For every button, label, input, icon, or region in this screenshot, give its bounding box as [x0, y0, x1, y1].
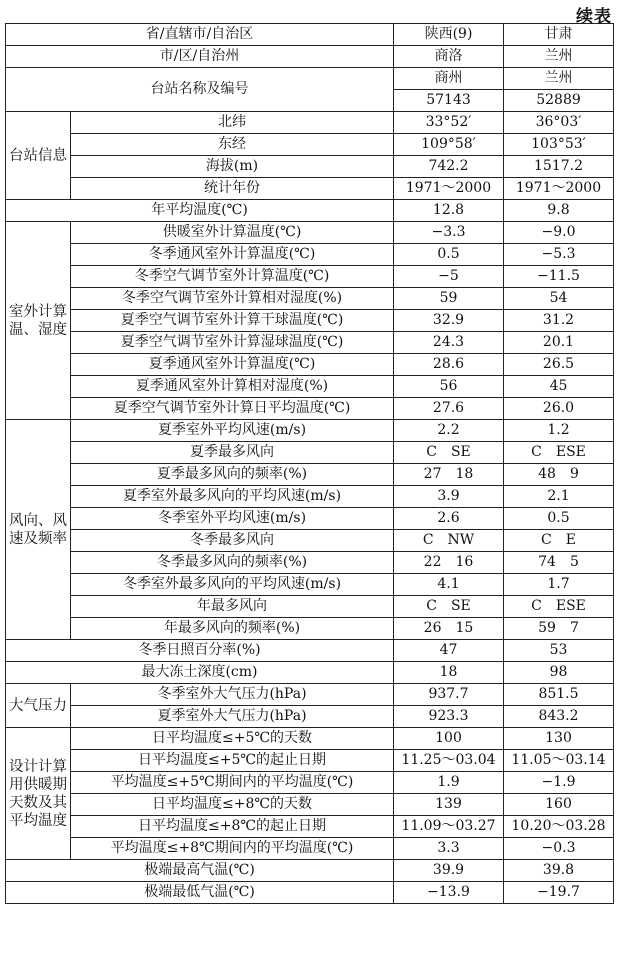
- value-cell-2: 9.8: [504, 200, 614, 222]
- row-label: 夏季室外最多风向的平均风速(m/s): [71, 486, 394, 508]
- value-b: ESE: [555, 598, 586, 614]
- value-cell-1: [394, 618, 504, 640]
- value-pair: [538, 621, 579, 636]
- table-row: [6, 816, 614, 838]
- value-cell-2: [504, 530, 614, 552]
- value-b: NW: [447, 532, 475, 548]
- table-row: [6, 398, 614, 420]
- table-row: [6, 420, 614, 442]
- table-row: [6, 728, 614, 750]
- row-label: 最大冻土深度(cm): [6, 662, 394, 684]
- table-row: [6, 332, 614, 354]
- table-row: [6, 882, 614, 904]
- row-label: 极端最低气温(℃): [6, 882, 394, 904]
- value-cell-2: 26.5: [504, 354, 614, 376]
- section-label-pressure: 大气压力: [6, 684, 71, 728]
- value-pair: [538, 555, 579, 570]
- row-label: 年最多风向的频率(%): [71, 618, 394, 640]
- value-a: C: [426, 598, 437, 614]
- row-label: 平均温度≤+5℃期间内的平均温度(℃): [71, 772, 394, 794]
- row-label: 供暖室外计算温度(℃): [71, 222, 394, 244]
- value-pair: [426, 599, 471, 614]
- value-cell-1: 1.9: [394, 772, 504, 794]
- station-code-2: 52889: [504, 90, 614, 112]
- row-label: 夏季室外平均风速(m/s): [71, 420, 394, 442]
- table-row: [6, 376, 614, 398]
- table-caption: 续表: [576, 7, 612, 27]
- value-cell-1: 28.6: [394, 354, 504, 376]
- table-row: [6, 750, 614, 772]
- value-b: 16: [455, 554, 474, 570]
- value-a: 26: [423, 620, 442, 636]
- value-cell-2: [504, 552, 614, 574]
- value-pair: [426, 445, 471, 460]
- value-cell-1: 33°52′: [394, 112, 504, 134]
- value-cell-1: 937.7: [394, 684, 504, 706]
- value-cell-2: 98: [504, 662, 614, 684]
- value-cell-1: 39.9: [394, 860, 504, 882]
- value-cell-1: 56: [394, 376, 504, 398]
- row-label: 冬季室外最多风向的平均风速(m/s): [71, 574, 394, 596]
- value-cell-2: −9.0: [504, 222, 614, 244]
- value-cell-1: 4.1: [394, 574, 504, 596]
- row-label: 夏季最多风向: [71, 442, 394, 464]
- row-label: 冬季最多风向: [71, 530, 394, 552]
- value-b: ESE: [555, 444, 586, 460]
- value-b: 7: [569, 620, 579, 636]
- table-row: [6, 640, 614, 662]
- value-cell-2: 31.2: [504, 310, 614, 332]
- value-cell-2: 1.2: [504, 420, 614, 442]
- value-pair: [538, 467, 579, 482]
- header-row-station: [6, 68, 614, 90]
- value-cell-2: 851.5: [504, 684, 614, 706]
- value-a: 59: [538, 620, 556, 636]
- header-row-city: [6, 46, 614, 68]
- station-name-1: 商州: [394, 68, 504, 90]
- value-a: C: [531, 444, 542, 460]
- value-b: 5: [569, 554, 579, 570]
- value-cell-2: 0.5: [504, 508, 614, 530]
- value-cell-2: 103°53′: [504, 134, 614, 156]
- value-pair: [531, 445, 586, 460]
- value-b: 18: [455, 466, 474, 482]
- header-row-province: [6, 24, 614, 46]
- value-cell-2: −1.9: [504, 772, 614, 794]
- row-label: 极端最高气温(℃): [6, 860, 394, 882]
- value-cell-1: 18: [394, 662, 504, 684]
- value-b: E: [565, 532, 576, 548]
- table-row: [6, 266, 614, 288]
- value-pair: [424, 621, 474, 636]
- table-row: [6, 860, 614, 882]
- value-cell-2: 843.2: [504, 706, 614, 728]
- table-row: [6, 442, 614, 464]
- value-cell-1: −5: [394, 266, 504, 288]
- value-cell-1: 742.2: [394, 156, 504, 178]
- table-row: [6, 552, 614, 574]
- city-label: 市/区/自治州: [6, 46, 394, 68]
- row-label: 北纬: [71, 112, 394, 134]
- value-pair: [424, 555, 474, 570]
- value-a: C: [531, 598, 542, 614]
- value-a: C: [541, 532, 552, 548]
- table-row: [6, 486, 614, 508]
- value-cell-2: 20.1: [504, 332, 614, 354]
- value-cell-2: 1971～2000: [504, 178, 614, 200]
- section-label-heating: 设计计算用供暖期天数及其平均温度: [6, 728, 71, 860]
- table-row: [6, 244, 614, 266]
- table-row: [6, 618, 614, 640]
- value-cell-1: −13.9: [394, 882, 504, 904]
- table-row: [6, 530, 614, 552]
- row-label: 冬季通风室外计算温度(℃): [71, 244, 394, 266]
- table-row: [6, 838, 614, 860]
- row-label: 冬季日照百分率(%): [6, 640, 394, 662]
- value-pair: [541, 533, 576, 548]
- value-cell-1: 11.09～03.27: [394, 816, 504, 838]
- value-cell-2: 1.7: [504, 574, 614, 596]
- row-label: 日平均温度≤+8℃的起止日期: [71, 816, 394, 838]
- value-cell-2: 11.05～03.14: [504, 750, 614, 772]
- value-a: 27: [423, 466, 442, 482]
- value-cell-2: 54: [504, 288, 614, 310]
- table-row: [6, 112, 614, 134]
- table-row: [6, 508, 614, 530]
- value-cell-1: 109°58′: [394, 134, 504, 156]
- value-cell-1: 0.5: [394, 244, 504, 266]
- station-label: 台站名称及编号: [6, 68, 394, 112]
- value-cell-1: 27.6: [394, 398, 504, 420]
- value-cell-2: 36°03′: [504, 112, 614, 134]
- value-cell-1: 59: [394, 288, 504, 310]
- value-cell-2: −11.5: [504, 266, 614, 288]
- row-label: 夏季空气调节室外计算湿球温度(℃): [71, 332, 394, 354]
- value-cell-1: [394, 464, 504, 486]
- value-b: SE: [450, 598, 471, 614]
- value-cell-2: [504, 596, 614, 618]
- value-pair: [531, 599, 586, 614]
- table-row: [6, 222, 614, 244]
- row-label: 冬季最多风向的频率(%): [71, 552, 394, 574]
- value-cell-2: −19.7: [504, 882, 614, 904]
- row-label: 夏季空气调节室外计算日平均温度(℃): [71, 398, 394, 420]
- table-row: [6, 310, 614, 332]
- value-cell-2: 45: [504, 376, 614, 398]
- section-label-wind: 风向、风速及频率: [6, 420, 71, 640]
- value-cell-1: 923.3: [394, 706, 504, 728]
- value-cell-1: [394, 596, 504, 618]
- row-label: 东经: [71, 134, 394, 156]
- row-label: 日平均温度≤+5℃的起止日期: [71, 750, 394, 772]
- row-label: 冬季空气调节室外计算相对湿度(%): [71, 288, 394, 310]
- section-label-outdoor: 室外计算温、湿度: [6, 222, 71, 420]
- value-cell-2: 10.20～03.28: [504, 816, 614, 838]
- table-row: [6, 574, 614, 596]
- table-row: [6, 772, 614, 794]
- row-label: 海拔(m): [71, 156, 394, 178]
- value-cell-1: 2.2: [394, 420, 504, 442]
- station-name-2: 兰州: [504, 68, 614, 90]
- value-pair: [424, 467, 474, 482]
- value-pair: [423, 533, 474, 548]
- value-cell-2: 26.0: [504, 398, 614, 420]
- row-label: 平均温度≤+8℃期间内的平均温度(℃): [71, 838, 394, 860]
- value-cell-1: 100: [394, 728, 504, 750]
- value-cell-2: −5.3: [504, 244, 614, 266]
- value-a: C: [426, 444, 437, 460]
- province-value-2: 甘肃: [504, 24, 614, 46]
- station-code-1: 57143: [394, 90, 504, 112]
- value-cell-1: [394, 530, 504, 552]
- row-label: 冬季空气调节室外计算温度(℃): [71, 266, 394, 288]
- row-label: 夏季通风室外计算相对湿度(%): [71, 376, 394, 398]
- table-row: [6, 134, 614, 156]
- value-cell-1: 24.3: [394, 332, 504, 354]
- value-a: 48: [538, 466, 556, 482]
- value-cell-2: −0.3: [504, 838, 614, 860]
- value-cell-1: 2.6: [394, 508, 504, 530]
- table-row: [6, 662, 614, 684]
- value-cell-1: 11.25～03.04: [394, 750, 504, 772]
- value-cell-1: 12.8: [394, 200, 504, 222]
- table-row: [6, 178, 614, 200]
- table-row: [6, 200, 614, 222]
- table-row: [6, 156, 614, 178]
- value-cell-2: [504, 618, 614, 640]
- value-a: 22: [423, 554, 442, 570]
- table-row: [6, 706, 614, 728]
- row-label: 统计年份: [71, 178, 394, 200]
- city-value-1: 商洛: [394, 46, 504, 68]
- value-cell-1: 3.3: [394, 838, 504, 860]
- value-cell-2: 130: [504, 728, 614, 750]
- row-label: 年平均温度(℃): [6, 200, 394, 222]
- city-value-2: 兰州: [504, 46, 614, 68]
- row-label: 日平均温度≤+8℃的天数: [71, 794, 394, 816]
- value-cell-1: 3.9: [394, 486, 504, 508]
- row-label: 冬季室外大气压力(hPa): [71, 684, 394, 706]
- row-label: 冬季室外平均风速(m/s): [71, 508, 394, 530]
- row-label: 夏季通风室外计算温度(℃): [71, 354, 394, 376]
- value-b: SE: [450, 444, 471, 460]
- value-cell-1: −3.3: [394, 222, 504, 244]
- value-cell-2: [504, 442, 614, 464]
- row-label: 夏季最多风向的频率(%): [71, 464, 394, 486]
- value-a: C: [422, 532, 434, 548]
- table-row: [6, 464, 614, 486]
- table-row: [6, 354, 614, 376]
- value-a: 74: [538, 554, 556, 570]
- row-label: 日平均温度≤+5℃的天数: [71, 728, 394, 750]
- table-row: [6, 596, 614, 618]
- table-row: [6, 684, 614, 706]
- value-cell-2: 2.1: [504, 486, 614, 508]
- value-cell-2: 160: [504, 794, 614, 816]
- row-label: 夏季室外大气压力(hPa): [71, 706, 394, 728]
- table-row: [6, 288, 614, 310]
- value-cell-1: 139: [394, 794, 504, 816]
- value-cell-2: 39.8: [504, 860, 614, 882]
- value-cell-2: 53: [504, 640, 614, 662]
- row-label: 夏季空气调节室外计算干球温度(℃): [71, 310, 394, 332]
- value-b: 15: [455, 620, 474, 636]
- section-label-station_info: 台站信息: [6, 112, 71, 200]
- table-row: [6, 794, 614, 816]
- row-label: 年最多风向: [71, 596, 394, 618]
- value-cell-2: 1517.2: [504, 156, 614, 178]
- province-value-1: 陕西(9): [394, 24, 504, 46]
- value-cell-1: [394, 442, 504, 464]
- value-cell-1: [394, 552, 504, 574]
- value-cell-1: 47: [394, 640, 504, 662]
- climate-data-table: [5, 23, 614, 904]
- value-cell-2: [504, 464, 614, 486]
- value-cell-1: 32.9: [394, 310, 504, 332]
- province-label: 省/直辖市/自治区: [6, 24, 394, 46]
- value-b: 9: [569, 466, 579, 482]
- value-cell-1: 1971～2000: [394, 178, 504, 200]
